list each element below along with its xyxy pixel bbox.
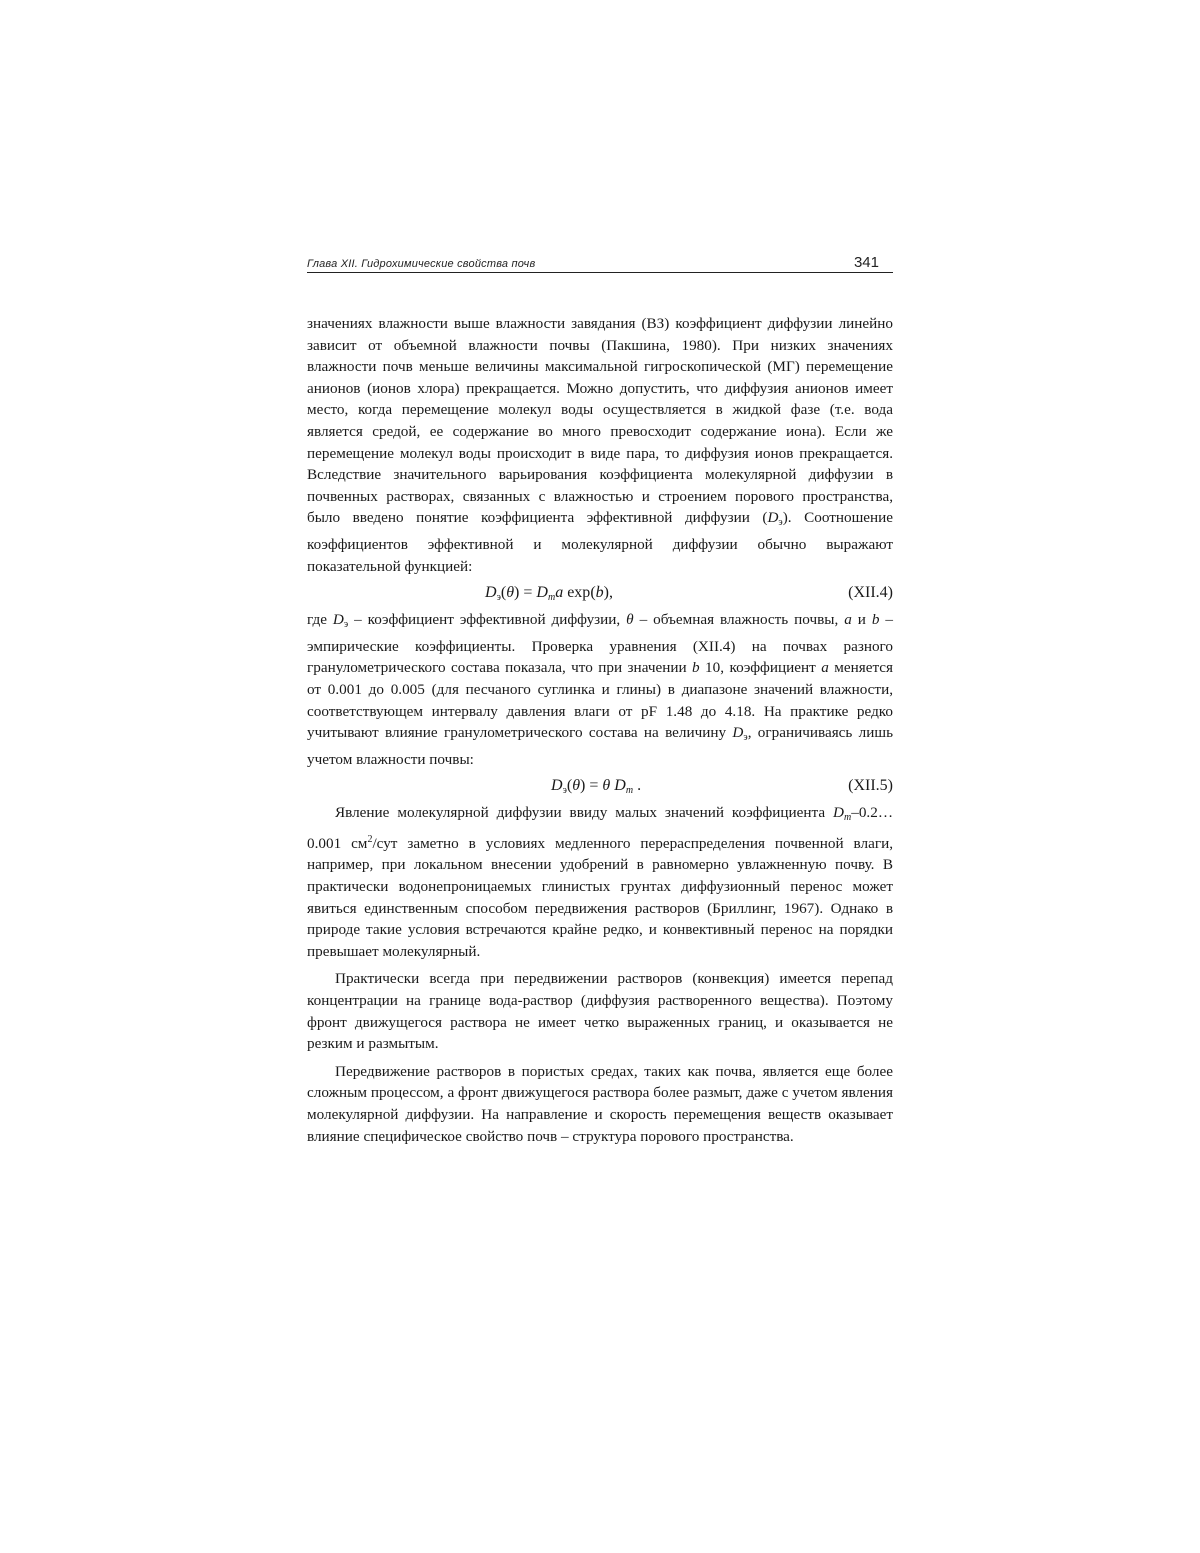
equation-number: (XII.4) (848, 584, 893, 602)
equation-xii-5 (307, 770, 893, 802)
formula: $D_э(\theta) = D_ma$ exp(b), (485, 584, 613, 604)
paragraph: где $D_э$ – коэффициент эффективной диффузии, θ – объемная влажность почвы, a и b – эмпирические коэффициенты. Проверка уравнения (XII.4) на почвах разного гранулометрического состава показала, что при значении b 10, коэффициент a меняется от 0.001 до 0.005 (для песчаного суглинка и глины) в диапазоне значений влажности, соответствующем интервалу давления влаги от pF 1.48 до 4.18. На практике редко учитывают влияние гранулометрического состава на величину $D_э$, ограничиваясь лишь учетом влажности почвы: (307, 611, 894, 768)
running-title: Глава XII. Гидрохимические свойства почв (307, 258, 536, 270)
paragraph: значениях влажности выше влажности завядания (ВЗ) коэффициент диффузии линейно зависит от объемной влажности почвы (Пакшина, 1980). При низких значениях влажности почв меньше величины максимальной гигроскопической (МГ) перемещение анионов (ионов хлора) прекращается. Можно допустить, что диффузия анионов имеет место, когда перемещение молекул воды осуществляется в жидкой фазе (т.е. вода является средой, ее содержание во много превосходит содержание иона). Если же перемещение молекул воды происходит в виде пара, то диффузия ионов прекращается. Вследствие значительного варьирования коэффициента молекулярной диффузии в почвенных растворах, связанных с влажностью и строением порового пространства, было введено понятие коэффициента эффективной диффузии $(D_э)$. Соотношение коэффициентов эффективной и молекулярной диффузии обычно выражают показательной функцией: (307, 315, 893, 575)
equation-number: (XII.5) (848, 777, 893, 795)
page-number: 341 (853, 254, 879, 271)
running-header (307, 252, 893, 273)
formula: $D_э(\theta) = \theta$ $D_m$ . (551, 777, 642, 797)
paragraph: Практически всегда при передвижении растворов (конвекция) имеется перепад концентрации на границе вода-раствор (диффузия растворенного вещества). Поэтому фронт движущегося раствора не имеет четко выраженных границ, и оказывается не резким и размытым. (307, 970, 893, 1053)
book-page (307, 252, 893, 1147)
paragraph: Явление молекулярной диффузии ввиду малых значений коэффициента $D_m-0.2\dots 0.001$ $см^2$/сут заметно в условиях медленного перераспределения почвенной влаги, например, при локальном внесении удобрений в равномерно увлажненную почву. В практически водонепроницаемых глинистых грунтах диффузионный перенос может явиться единственным способом передвижения растворов (Бриллинг, 1967). Однако в природе такие условия встречаются крайне редко, и конвективный перенос на порядки превышает молекулярный. (307, 804, 893, 960)
equation-xii-4 (307, 577, 893, 609)
paragraph: Передвижение растворов в пористых средах, таких как почва, является еще более сложным процессом, а фронт движущегося раствора более размыт, даже с учетом явления молекулярной диффузии. На направление и скорость перемещения веществ оказывает влияние специфическое свойство почв – структура порового пространства. (307, 1062, 893, 1145)
page-body (307, 313, 893, 1147)
